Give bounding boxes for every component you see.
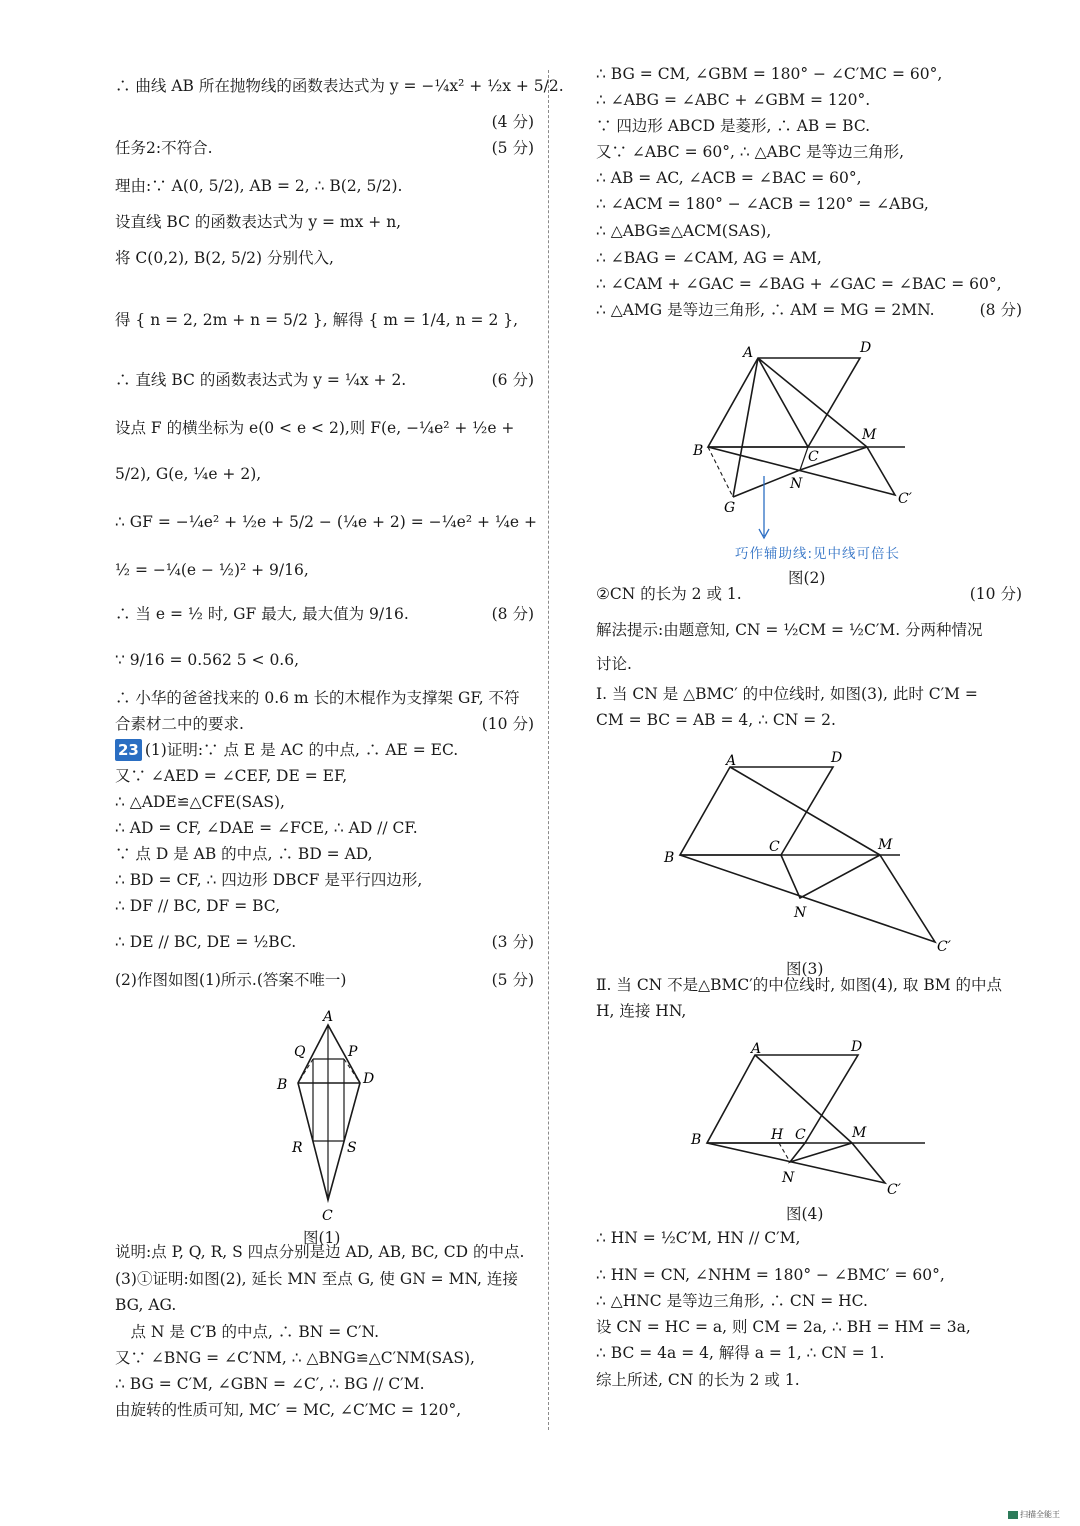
- auxiliary-line-note: 巧作辅助线:见中线可倍长: [735, 546, 901, 562]
- text-line-content: ∵ 点 D 是 AB 的中点, ∴ BD = AD,: [115, 845, 373, 863]
- score-marker: (10 分): [481, 715, 534, 733]
- text-line-content: 任务2:不符合.: [115, 139, 213, 157]
- fig4-label-c-prime: C′: [887, 1182, 901, 1198]
- fig2-label-m: M: [862, 427, 877, 443]
- figure-2-caption: 图(2): [788, 569, 826, 587]
- fig1-label-c: C: [322, 1208, 333, 1224]
- text-line-content: ②CN 的长为 2 或 1.: [596, 585, 742, 603]
- text-line: [115, 369, 406, 391]
- figure-4-caption: 图(4): [786, 1205, 824, 1223]
- text-line: [115, 1347, 475, 1369]
- text-line: [596, 1264, 945, 1286]
- text-line: [115, 175, 402, 197]
- fig3-label-c-prime: C′: [937, 939, 951, 955]
- text-line-content: H, 连接 HN,: [596, 1002, 687, 1020]
- text-line: [115, 309, 518, 331]
- text-line-content: ∴ 直线 BC 的函数表达式为 y = ¼x + 2.: [115, 371, 407, 389]
- fig3-label-m: M: [878, 837, 893, 853]
- text-line: [596, 1316, 971, 1338]
- fig2-label-a: A: [743, 345, 754, 361]
- text-line: [115, 463, 261, 485]
- text-line: [596, 1342, 884, 1364]
- text-line: [115, 1268, 518, 1290]
- fig1-label-b: B: [277, 1077, 288, 1093]
- figure-1: [270, 1005, 390, 1225]
- fig2-label-c: C: [808, 449, 819, 465]
- text-line-content: ½ = −¼(e − ½)² + 9/16,: [115, 561, 309, 579]
- annotation-arrow: [756, 476, 772, 542]
- text-line: [596, 89, 870, 111]
- text-line: [115, 247, 334, 269]
- text-line-content: (3)①证明:如图(2), 延长 MN 至点 G, 使 GN = MN, 连接: [115, 1270, 518, 1288]
- text-line-content: 5/2), G(e, ¼e + 2),: [115, 465, 262, 483]
- text-line-content: (1)证明:∵ 点 E 是 AC 的中点, ∴ AE = EC.: [144, 741, 459, 759]
- text-line: [115, 1399, 461, 1421]
- text-line-content: BG, AG.: [115, 1296, 177, 1314]
- text-line-content: ∴ ∠ACM = 180° − ∠ACB = 120° = ∠ABG,: [596, 195, 929, 213]
- text-line-content: ∴ GF = −¼e² + ½e + 5/2 − (¼e + 2) = −¼e² + ¼e +: [115, 513, 538, 531]
- text-line: [596, 115, 870, 137]
- text-line-content: ∴ ∠BAG = ∠CAM, AG = AM,: [596, 249, 822, 267]
- score-marker: (10 分): [969, 585, 1022, 603]
- text-line: [115, 1294, 176, 1316]
- text-line-content: ∴ BG = CM, ∠GBM = 180° − ∠C′MC = 60°,: [596, 65, 943, 83]
- text-line: [596, 247, 822, 269]
- fig1-label-d: D: [363, 1071, 375, 1087]
- scanner-logo-icon: [1008, 1511, 1018, 1519]
- text-line-content: ∴ HN = ½C′M, HN // C′M,: [596, 1229, 801, 1247]
- text-line-content: 合素材二中的要求.: [115, 715, 244, 733]
- text-line-content: 设 CN = HC = a, 则 CM = 2a, ∴ BH = HM = 3a,: [596, 1318, 971, 1336]
- figure-4: [688, 1036, 938, 1202]
- fig1-label-r: R: [292, 1140, 303, 1156]
- text-line-content: ∵ 四边形 ABCD 是菱形, ∴ AB = BC.: [596, 117, 871, 135]
- text-line: [115, 1373, 425, 1395]
- text-line-content: ∴ BC = 4a = 4, 解得 a = 1, ∴ CN = 1.: [596, 1344, 885, 1362]
- text-line: [596, 709, 836, 731]
- text-line: [596, 583, 742, 605]
- text-line-content: ∴ ∠ABG = ∠ABC + ∠GBM = 120°.: [596, 91, 871, 109]
- fig3-label-b: B: [664, 850, 675, 866]
- fig4-label-h: H: [771, 1127, 784, 1143]
- fig4-label-m: M: [852, 1125, 867, 1141]
- text-line-content: 说明:点 P, Q, R, S 四点分别是边 AD, AB, BC, CD 的中点.: [115, 1243, 525, 1261]
- text-line-content: (2)作图如图(1)所示.(答案不唯一): [115, 971, 347, 989]
- text-line: [596, 1369, 800, 1391]
- text-line: [115, 511, 537, 533]
- text-line-content: 解法提示:由题意知, CN = ½CM = ½C′M. 分两种情况: [596, 621, 983, 639]
- fig3-label-c: C: [769, 839, 780, 855]
- text-line: [115, 843, 373, 865]
- text-line-content: Ⅰ. 当 CN 是 △BMC′ 的中位线时, 如图(3), 此时 C′M =: [596, 685, 978, 703]
- text-line: [596, 1000, 686, 1022]
- text-line: [596, 220, 771, 242]
- text-line-content: ∴ AB = AC, ∠ACB = ∠BAC = 60°,: [596, 169, 862, 187]
- text-line: [596, 167, 862, 189]
- text-line-content: Ⅱ. 当 CN 不是△BMC′的中位线时, 如图(4), 取 BM 的中点: [596, 976, 1003, 994]
- text-line: [596, 141, 904, 163]
- fig3-label-a: A: [726, 753, 737, 769]
- text-line: [115, 869, 422, 891]
- text-line-content: 设点 F 的横坐标为 e(0 < e < 2),则 F(e, −¼e² + ½e +: [115, 419, 515, 437]
- fig2-label-n: N: [790, 476, 803, 492]
- text-line: [115, 969, 346, 991]
- text-line-content: ∴ DF // BC, DF = BC,: [115, 897, 281, 915]
- text-line: [115, 931, 296, 953]
- fig3-label-d: D: [831, 750, 843, 766]
- figure-2: [688, 340, 918, 520]
- text-line-content: 由旋转的性质可知, MC′ = MC, ∠C′MC = 120°,: [115, 1401, 462, 1419]
- text-line: [115, 417, 514, 439]
- text-line-content: 点 N 是 C′B 的中点, ∴ BN = C′N.: [115, 1323, 379, 1341]
- text-line-content: ∴ △HNC 是等边三角形, ∴ CN = HC.: [596, 1292, 868, 1310]
- text-line-content: ∴ △ADE≌△CFE(SAS),: [115, 793, 285, 811]
- text-line-content: ∴ DE // BC, DE = ½BC.: [115, 933, 297, 951]
- fig4-label-b: B: [691, 1132, 702, 1148]
- text-line-content: ∵ 9/16 = 0.562 5 < 0.6,: [115, 651, 300, 669]
- figure-3: [660, 748, 960, 956]
- fig2-label-b: B: [693, 443, 704, 459]
- fig2-label-d: D: [860, 340, 872, 356]
- text-line: [115, 211, 401, 233]
- fig1-label-s: S: [347, 1140, 357, 1156]
- text-line-content: 又∵ ∠AED = ∠CEF, DE = EF,: [115, 767, 348, 785]
- text-line: [596, 63, 942, 85]
- text-line-content: ∴ △ABG≌△ACM(SAS),: [596, 222, 772, 240]
- text-line-content: 又∵ ∠BNG = ∠C′NM, ∴ △BNG≌△C′NM(SAS),: [115, 1349, 475, 1367]
- text-line: [115, 559, 309, 581]
- text-line-content: ∴ 曲线 AB 所在抛物线的函数表达式为 y = −¼x² + ½x + 5/2.: [115, 77, 564, 95]
- score-marker: (8 分): [979, 301, 1022, 319]
- text-line: [115, 137, 213, 159]
- text-line-content: 得 { n = 2, 2m + n = 5/2 }, 解得 { m = 1/4, n = 2 },: [115, 311, 519, 329]
- score-marker: (6 分): [491, 371, 534, 389]
- text-line: [115, 603, 409, 625]
- text-line-content: 综上所述, CN 的长为 2 或 1.: [596, 1371, 800, 1389]
- scanner-logo: [1008, 1509, 1060, 1520]
- text-line: [596, 683, 978, 705]
- fig4-label-d: D: [851, 1039, 863, 1055]
- text-line: [115, 1321, 379, 1343]
- text-line: [115, 739, 458, 761]
- text-line-content: ∴ △AMG 是等边三角形, ∴ AM = MG = 2MN.: [596, 301, 935, 319]
- text-line: [115, 649, 299, 671]
- fig2-label-g: G: [724, 500, 736, 516]
- text-line-content: ∴ ∠CAM + ∠GAC = ∠BAG + ∠GAC = ∠BAC = 60°,: [596, 275, 1002, 293]
- text-line: [596, 299, 935, 321]
- fig1-label-a: A: [323, 1009, 334, 1025]
- text-line: [115, 895, 280, 917]
- score-marker: (8 分): [491, 605, 534, 623]
- question-number-badge: 23: [115, 739, 142, 761]
- fig4-label-a: A: [751, 1041, 762, 1057]
- text-line-content: ∴ 小华的爸爸找来的 0.6 m 长的木棍作为支撑架 GF, 不符: [115, 689, 520, 707]
- fig1-label-p: P: [348, 1044, 358, 1060]
- text-line-content: ∴ BD = CF, ∴ 四边形 DBCF 是平行四边形,: [115, 871, 423, 889]
- text-line: [596, 619, 983, 641]
- text-line-content: 设直线 BC 的函数表达式为 y = mx + n,: [115, 213, 402, 231]
- score-marker: (5 分): [491, 971, 534, 989]
- column-divider: [548, 70, 549, 1430]
- fig4-label-c: C: [795, 1127, 806, 1143]
- text-line: [596, 193, 929, 215]
- scanner-logo-text: 扫描全能王: [1020, 1510, 1060, 1519]
- text-line-content: ∴ BG = C′M, ∠GBN = ∠C′, ∴ BG // C′M.: [115, 1375, 425, 1393]
- text-line-content: 将 C(0,2), B(2, 5/2) 分别代入,: [115, 249, 334, 267]
- text-line-content: 又∵ ∠ABC = 60°, ∴ △ABC 是等边三角形,: [596, 143, 905, 161]
- fig1-label-q: Q: [294, 1044, 306, 1060]
- text-line-content: 讨论.: [596, 655, 632, 673]
- fig2-label-c-prime: C′: [898, 491, 912, 507]
- text-line-content: CM = BC = AB = 4, ∴ CN = 2.: [596, 711, 836, 729]
- text-line: [596, 1227, 800, 1249]
- text-line: [115, 75, 564, 97]
- text-line: [115, 817, 418, 839]
- fig4-label-n: N: [782, 1170, 795, 1186]
- text-line: [115, 713, 244, 735]
- text-line-content: ∴ HN = CN, ∠NHM = 180° − ∠BMC′ = 60°,: [596, 1266, 945, 1284]
- text-line-content: ∴ AD = CF, ∠DAE = ∠FCE, ∴ AD // CF.: [115, 819, 418, 837]
- figure-3-caption: 图(3): [786, 960, 824, 978]
- text-line: [115, 765, 347, 787]
- text-line: [596, 273, 1002, 295]
- text-line: [596, 1290, 868, 1312]
- text-line: [115, 687, 520, 709]
- figure-1-caption: 图(1): [303, 1229, 341, 1247]
- text-line: [596, 653, 632, 675]
- text-line: [115, 791, 285, 813]
- text-line-content: ∴ 当 e = ½ 时, GF 最大, 最大值为 9/16.: [115, 605, 409, 623]
- score-marker: (5 分): [491, 139, 534, 157]
- score-marker: (4 分): [491, 113, 534, 131]
- score-marker: (3 分): [491, 933, 534, 951]
- fig3-label-n: N: [794, 905, 807, 921]
- text-line-content: 理由:∵ A(0, 5/2), AB = 2, ∴ B(2, 5/2).: [115, 177, 403, 195]
